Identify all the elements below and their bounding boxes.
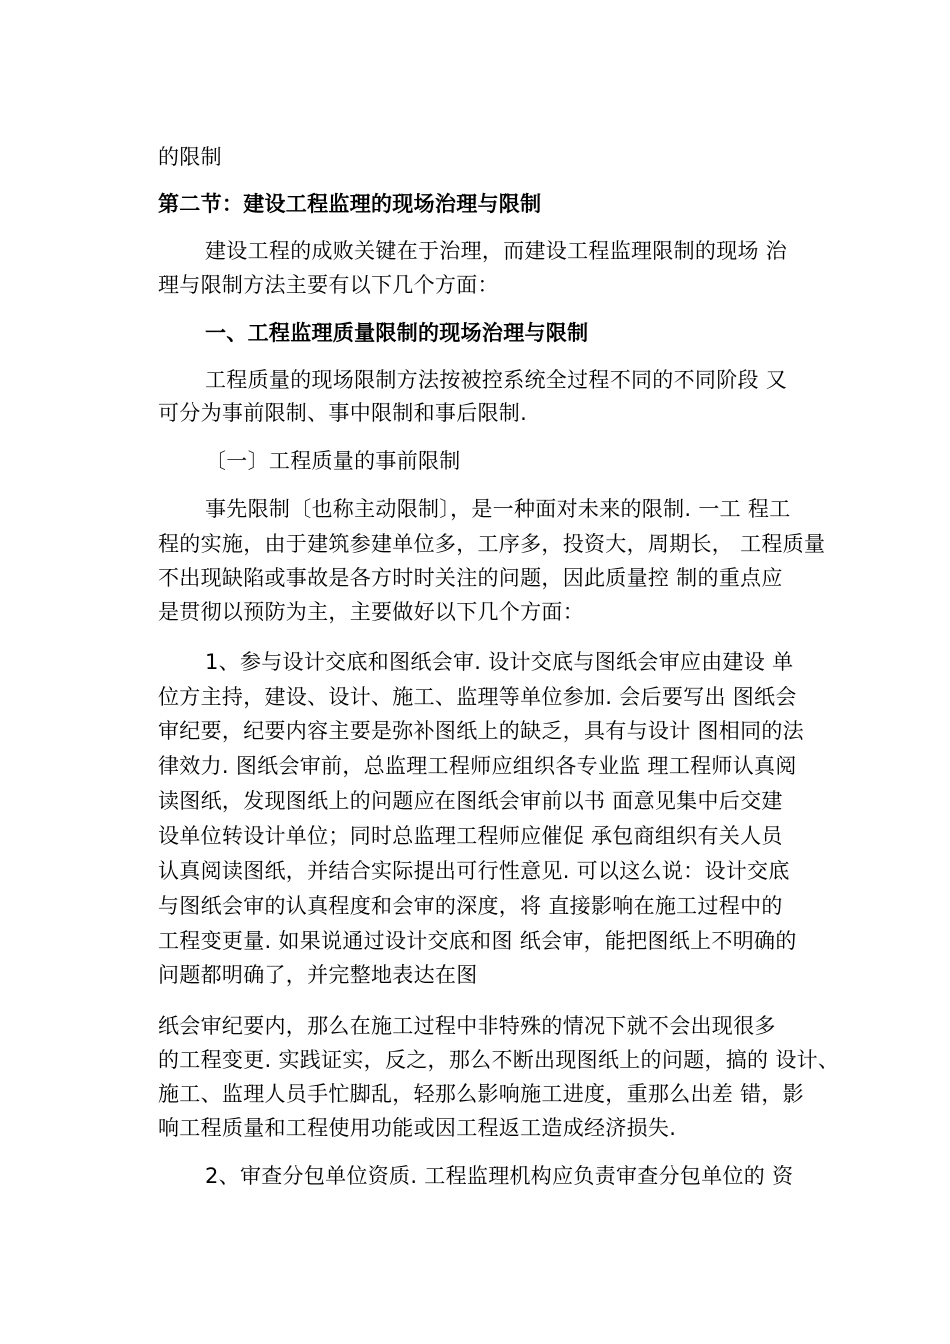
text-line: 的限制 — [158, 145, 222, 169]
text-line: 读图纸，发现图纸上的问题应在图纸会审前以书 面意见集中后交建 — [158, 789, 783, 813]
text-line: 程的实施，由于建筑参建单位多，工序多，投资大，周期长， 工程质量 — [158, 532, 826, 556]
text-line: 是贯彻以预防为主，主要做好以下几个方面： — [158, 600, 584, 624]
text-line: 的工程变更. 实践证实，反之，那么不断出现图纸上的问题，搞的 设计、 — [158, 1048, 840, 1072]
text-line: 响工程质量和工程使用功能或因工程返工造成经济损失. — [158, 1116, 677, 1140]
text-line: 事先限制〔也称主动限制〕，是一种面对未来的限制. 一工 程工 — [205, 497, 791, 521]
section-heading: 第二节：建设工程监理的现场治理与限制 — [158, 192, 542, 216]
subsection-heading: 一、工程监理质量限制的现场治理与限制 — [205, 321, 589, 345]
text-line: 纸会审纪要内，那么在施工过程中非特殊的情况下就不会出现很多 — [158, 1014, 776, 1038]
text-line: 工程变更量. 如果说通过设计交底和图 纸会审，能把图纸上不明确的 — [158, 929, 797, 953]
text-line: 不出现缺陷或事故是各方时时关注的问题，因此质量控 制的重点应 — [158, 566, 783, 590]
text-line: 与图纸会审的认真程度和会审的深度，将 直接影响在施工过程中的 — [158, 894, 783, 918]
text-line: 认真阅读图纸，并结合实际提出可行性意见. 可以这么说：设计交底 — [158, 859, 790, 883]
text-line: 审纪要，纪要内容主要是弥补图纸上的缺乏，具有与设计 图相同的法 — [158, 719, 804, 743]
text-line: 1、参与设计交底和图纸会审. 设计交底与图纸会审应由建设 单 — [205, 650, 794, 674]
text-line: 工程质量的现场限制方法按被控系统全过程不同的不同阶段 又 — [205, 368, 788, 392]
text-line: 设单位转设计单位；同时总监理工程师应催促 承包商组织有关人员 — [158, 824, 783, 848]
subsection-heading: 〔一〕工程质量的事前限制 — [205, 449, 461, 473]
text-line: 问题都明确了，并完整地表达在图 — [158, 963, 478, 987]
text-line: 施工、监理人员手忙脚乱，轻那么影响施工进度，重那么出差 错，影 — [158, 1082, 804, 1106]
text-line: 理与限制方法主要有以下几个方面： — [158, 273, 499, 297]
text-line: 2、审查分包单位资质. 工程监理机构应负责审查分包单位的 资 — [205, 1164, 794, 1188]
text-line: 可分为事前限制、事中限制和事后限制. — [158, 401, 528, 425]
text-line: 位方主持，建设、设计、施工、监理等单位参加. 会后要写出 图纸会 — [158, 685, 797, 709]
text-line: 律效力. 图纸会审前，总监理工程师应组织各专业监 理工程师认真阅 — [158, 754, 797, 778]
text-line: 建设工程的成败关键在于治理，而建设工程监理限制的现场 治 — [205, 239, 788, 263]
